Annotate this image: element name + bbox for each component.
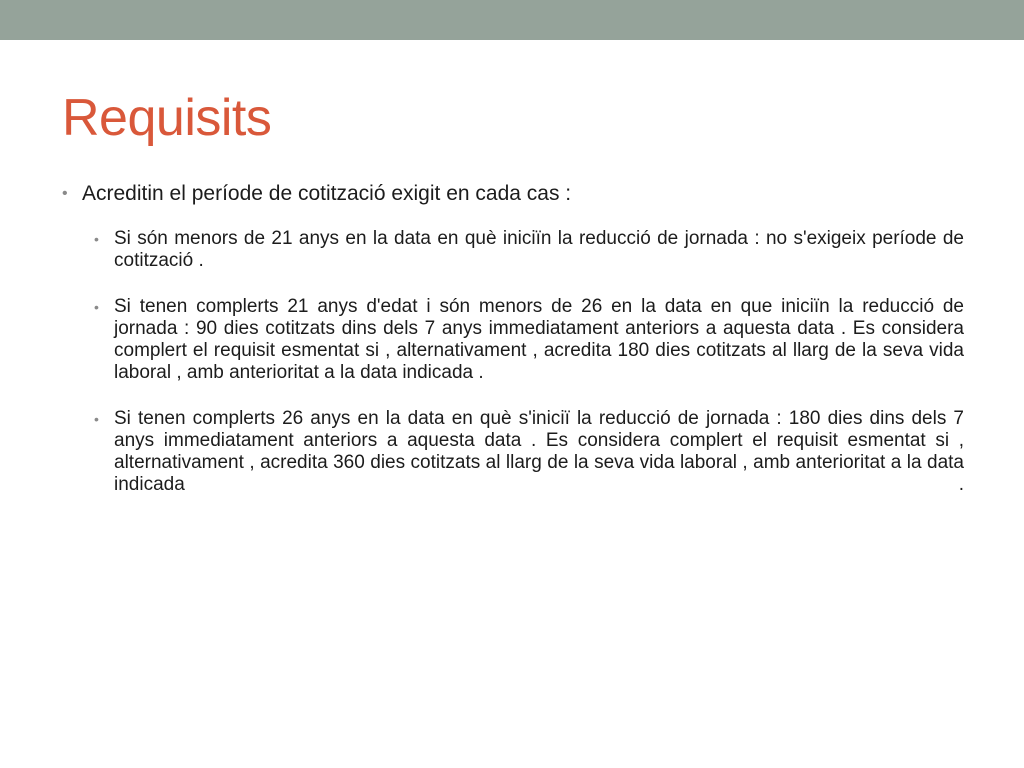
bullet-dot-icon: • [94, 411, 99, 427]
sub-bullet-text: Si tenen complerts 21 anys d'edat i són menors de 26 en la data en que iniciïn la reducció de jornada : 90 dies cotitzats dins dels 7 anys immediatament anteriors a aquesta data . Es considera complert el requisit esmentat si , alternativament , acredita 180 dies cotitzats al llarg de la seva vida laboral , amb anterioritat a la data indicada . [114, 296, 964, 383]
sub-bullet-item [94, 296, 964, 384]
slide-content [62, 180, 964, 520]
bullet-dot-icon: • [62, 185, 68, 202]
bullet-dot-icon: • [94, 231, 99, 247]
main-bullet-item [62, 180, 964, 208]
main-bullet-text: Acreditin el període de cotització exigit en cada cas : [82, 182, 572, 205]
sub-bullet-item [94, 228, 964, 272]
sub-bullet-text: Si són menors de 21 anys en la data en què iniciïn la reducció de jornada : no s'exigeix període de cotització . [114, 228, 964, 271]
sub-bullet-text: Si tenen complerts 26 anys en la data en què s'iniciï la reducció de jornada : 180 dies dins dels 7 anys immediatament anteriors a aquesta data . Es considera complert el requisit esmentat si , alternativament , acredita 360 dies cotitzats al llarg de la seva vida laboral , amb anterioritat a la data indicada . [114, 408, 964, 495]
sub-bullet-item [94, 408, 964, 496]
sub-bullet-list [62, 228, 964, 496]
top-accent-bar [0, 0, 1024, 40]
bullet-dot-icon: • [94, 299, 99, 315]
slide-title: Requisits [62, 89, 272, 147]
